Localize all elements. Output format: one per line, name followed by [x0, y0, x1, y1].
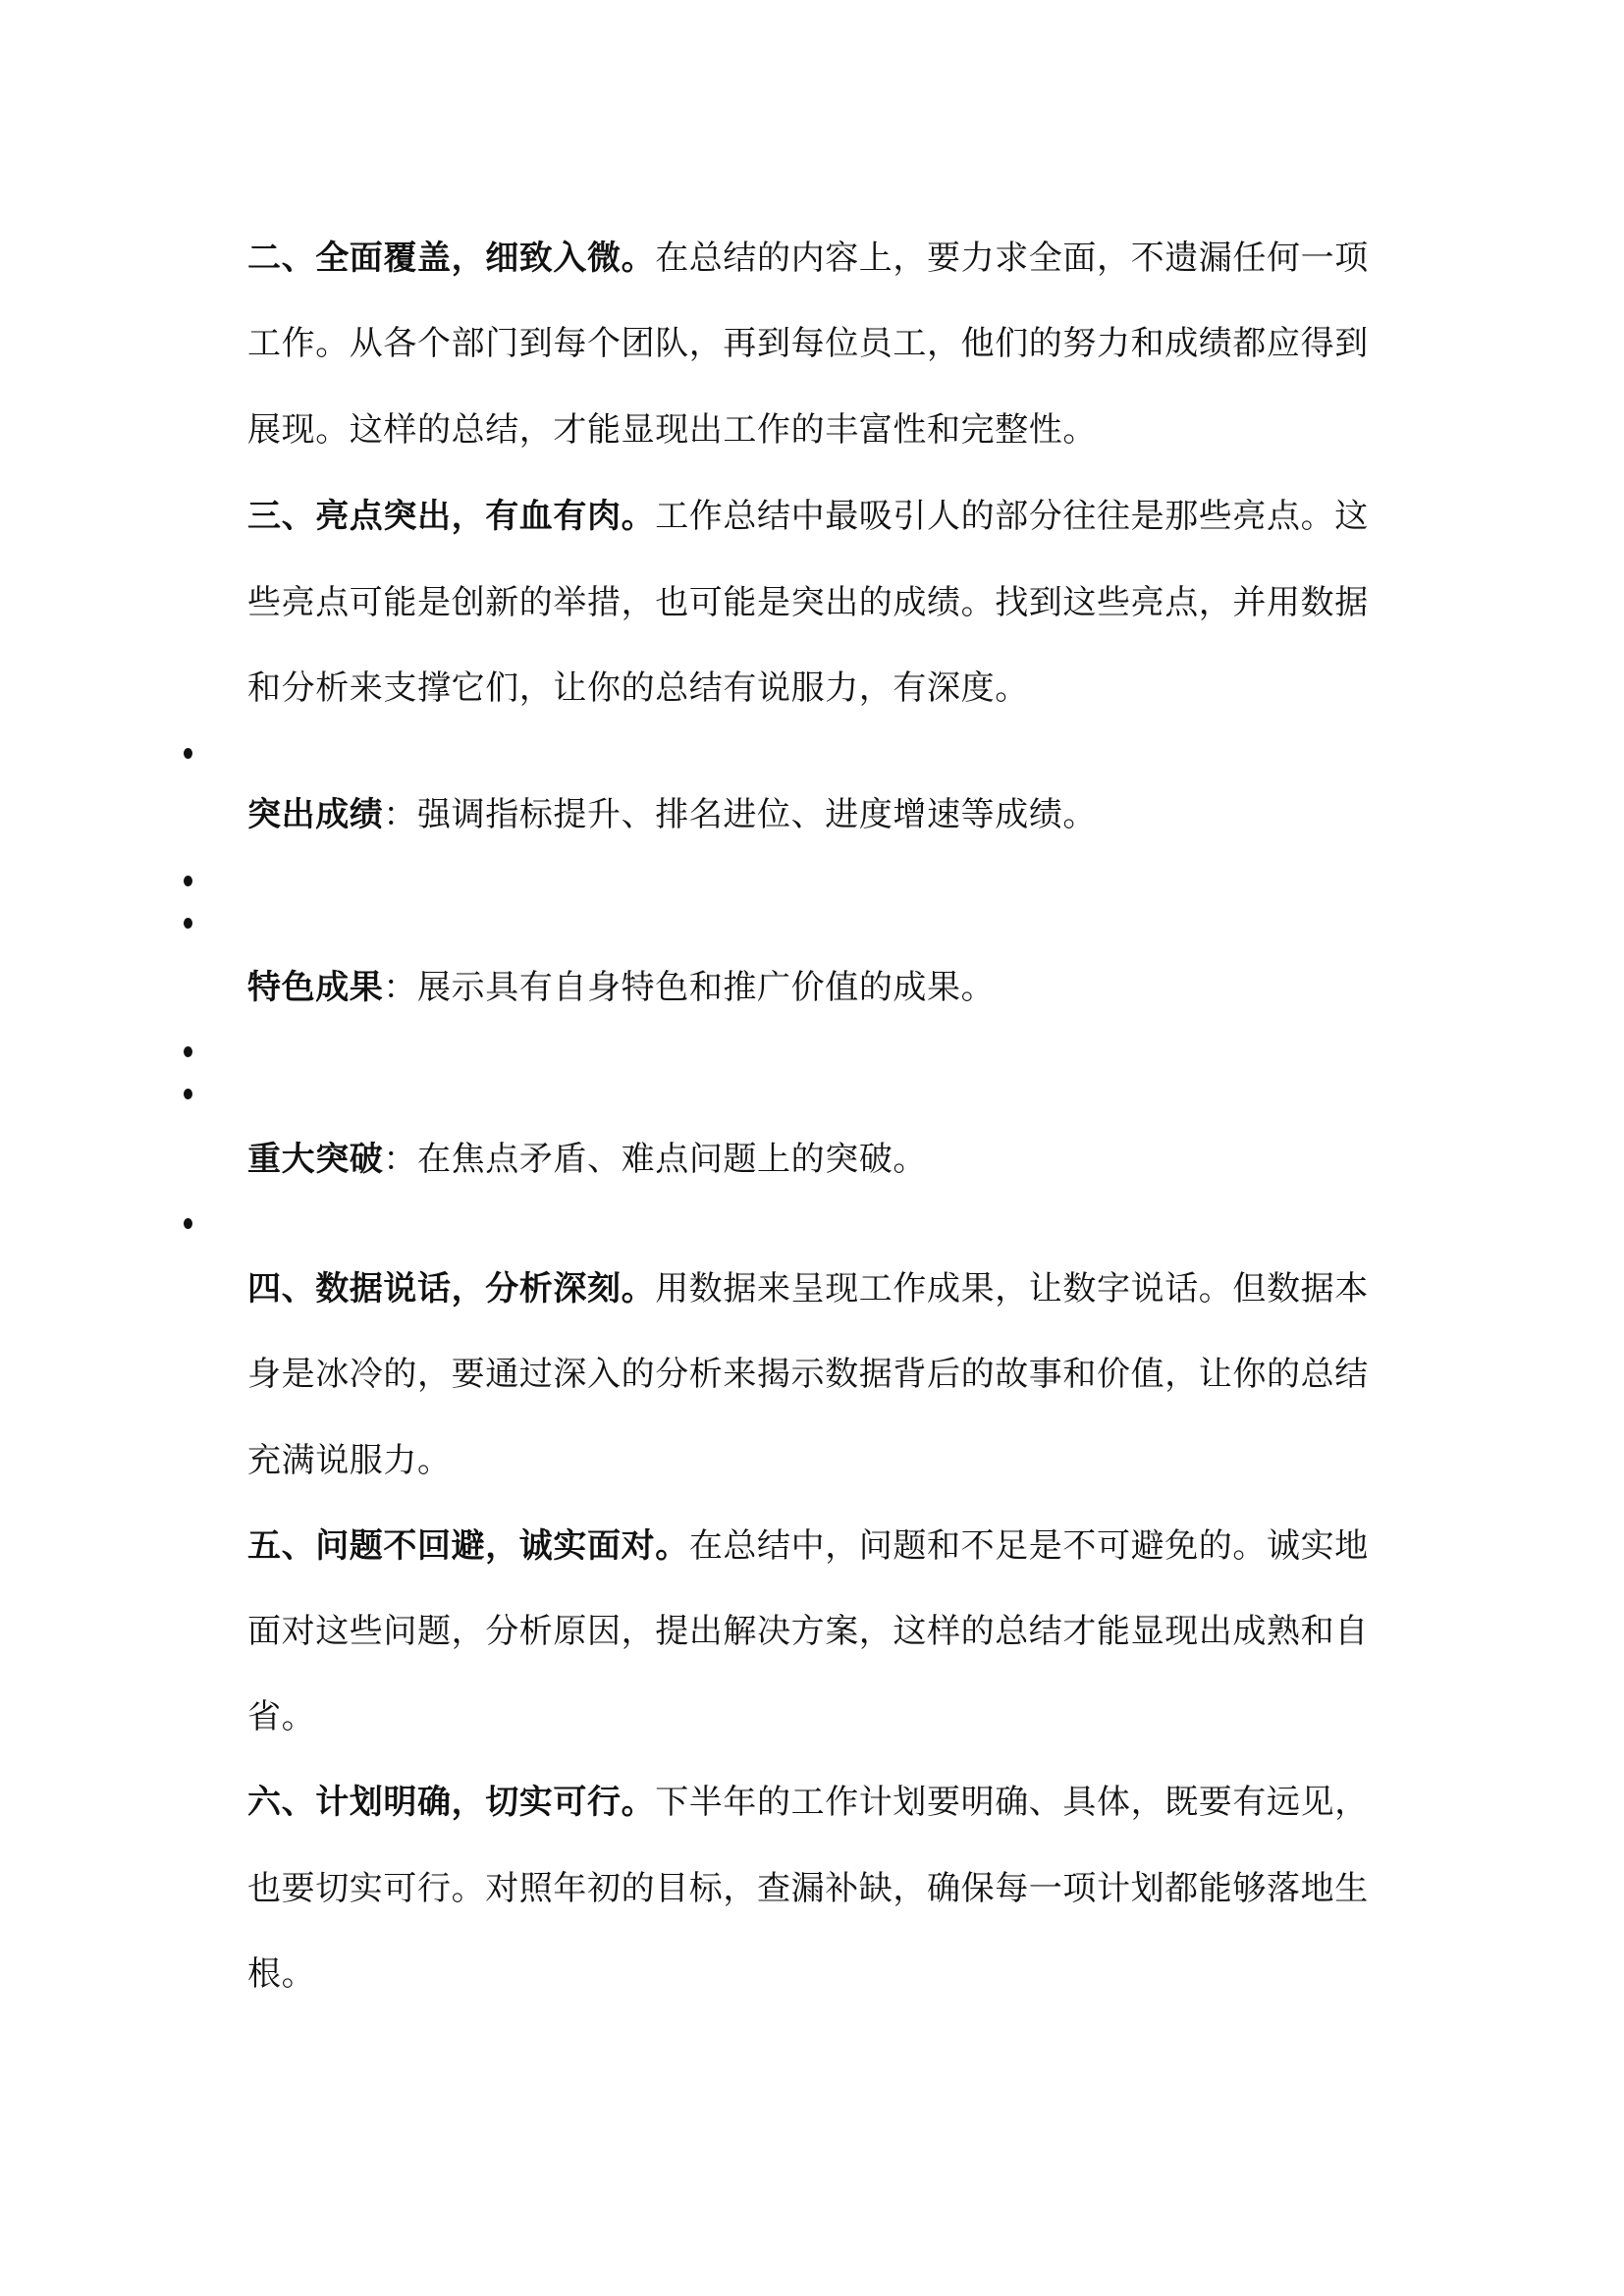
bullet-text: 展示具有自身特色和推广价值的成果。: [417, 968, 996, 1007]
section-5-heading: 五、问题不回避，诚实面对。: [247, 1526, 689, 1566]
section-2-line-3: 展现。这样的总结，才能显现出工作的丰富性和完整性。: [247, 410, 1097, 450]
section-4-line-1: [247, 1259, 1369, 1318]
section-4-line-2: 身是冰冷的，要通过深入的分析来揭示数据背后的故事和价值，让你的总结: [247, 1355, 1369, 1394]
section-2-line-2: 工作。从各个部门到每个团队，再到每位员工，他们的努力和成绩都应得到: [247, 324, 1369, 363]
bullet-text: 强调指标提升、排名进位、进度增速等成绩。: [417, 795, 1098, 834]
section-6-line-2: 也要切实可行。对照年初的目标，查漏补缺，确保每一项计划都能够落地生: [247, 1869, 1369, 1908]
section-4-text: 用数据来呈现工作成果，让数字说话。但数据本: [655, 1269, 1369, 1308]
bullet-icon: [184, 748, 192, 759]
section-6-text: 下半年的工作计划要明确、具体，既要有远见，: [655, 1783, 1369, 1822]
section-4-line-3: 充满说服力。: [247, 1441, 452, 1480]
section-5-line-2: 面对这些问题，分析原因，提出解决方案，这样的总结才能显现出成熟和自: [247, 1612, 1369, 1651]
section-3-line-1: [247, 487, 1369, 546]
bullet-icon: [184, 1046, 192, 1057]
section-6-heading: 六、计划明确，切实可行。: [247, 1783, 656, 1822]
bullet-term: 突出成绩: [247, 795, 384, 834]
section-5-line-1: [247, 1517, 1369, 1575]
bullet-text: 在焦点矛盾、难点问题上的突破。: [417, 1140, 928, 1179]
section-2-line-1: [247, 229, 1369, 288]
section-3-line-3: 和分析来支撑它们，让你的总结有说服力，有深度。: [247, 668, 1029, 708]
section-3-text: 工作总结中最吸引人的部分往往是那些亮点。这: [655, 497, 1369, 536]
section-5-text: 在总结中，问题和不足是不可避免的。诚实地: [688, 1526, 1369, 1566]
bullet-icon: [184, 918, 192, 929]
section-6-line-3: 根。: [247, 1954, 316, 1994]
bullet-item-featured-achievements: [247, 958, 995, 1017]
section-3-line-2: 些亮点可能是创新的举措，也可能是突出的成绩。找到这些亮点，并用数据: [247, 583, 1369, 622]
section-5-line-3: 省。: [247, 1697, 316, 1736]
section-3-heading: 三、亮点突出，有血有肉。: [247, 497, 656, 536]
bullet-item-outstanding-results: [247, 785, 1097, 844]
section-6-line-1: [247, 1773, 1369, 1832]
bullet-icon: [184, 876, 192, 886]
bullet-term: 重大突破: [247, 1140, 384, 1179]
bullet-icon: [184, 1218, 192, 1229]
bullet-item-major-breakthroughs: [247, 1130, 927, 1189]
bullet-sep: ：: [383, 795, 418, 834]
section-2-text: 在总结的内容上，要力求全面，不遗漏任何一项: [655, 239, 1369, 278]
section-2-heading: 二、全面覆盖，细致入微。: [247, 239, 656, 278]
bullet-icon: [184, 1089, 192, 1099]
bullet-sep: ：: [383, 1140, 418, 1179]
bullet-term: 特色成果: [247, 968, 384, 1007]
bullet-sep: ：: [383, 968, 418, 1007]
section-4-heading: 四、数据说话，分析深刻。: [247, 1269, 656, 1308]
